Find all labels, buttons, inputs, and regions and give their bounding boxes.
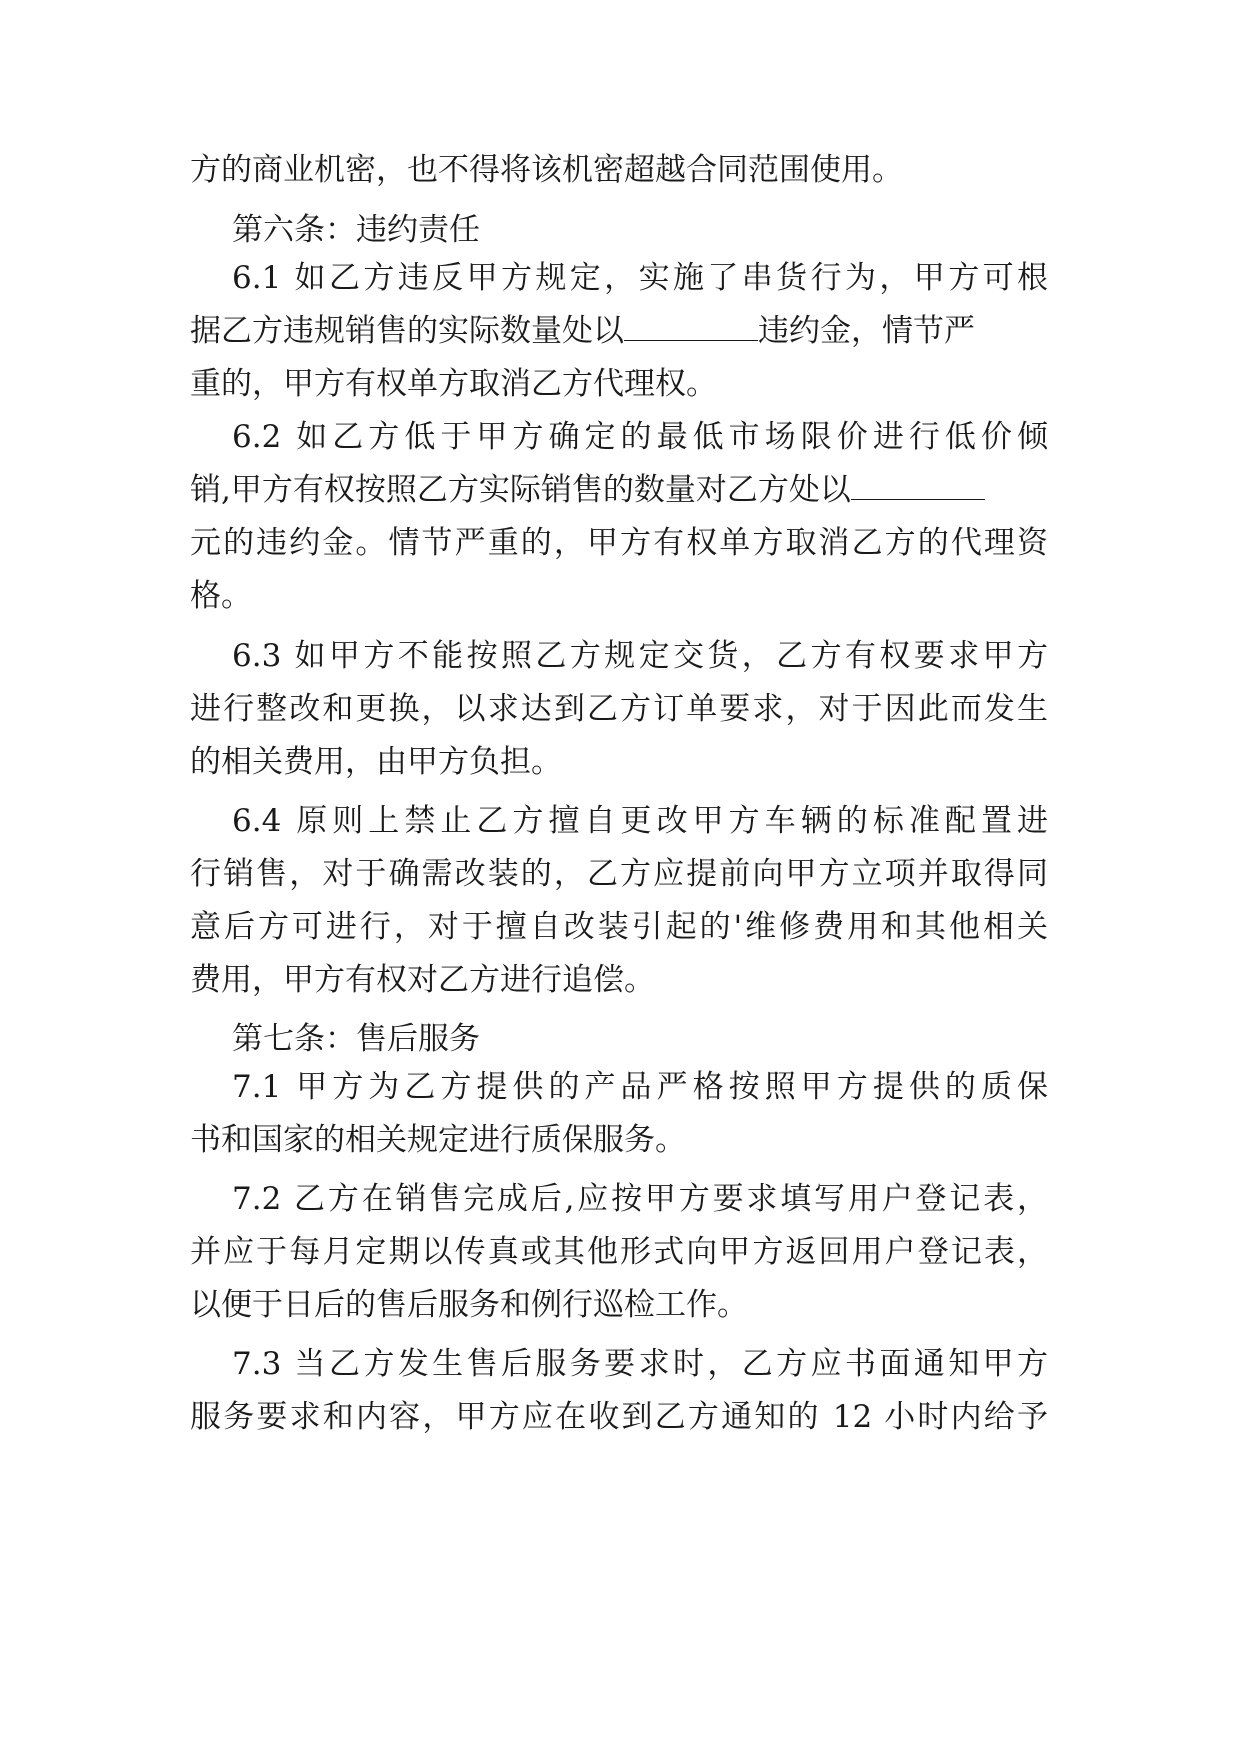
clause-6-2-line-2 (190, 470, 985, 510)
clause-6-4-line-3: 意后方可进行，对于擅自改装引起的'维修费用和其他相关 (190, 909, 1048, 945)
clause-6-2-line-3: 元的违约金。情节严重的，甲方有权单方取消乙方的代理资 (190, 525, 1048, 561)
clause-6-3-line-2: 进行整改和更换，以求达到乙方订单要求，对于因此而发生 (190, 691, 1048, 727)
clause-6-4-line-2: 行销售，对于确需改装的，乙方应提前向甲方立项并取得同 (190, 856, 1048, 892)
article-heading: 第七条：售后服务 (232, 1021, 480, 1057)
clause-6-2-line-1: 6.2 如乙方低于甲方确定的最低市场限价进行低价倾 (232, 419, 1048, 455)
clause-7-2-line-3: 以便于日后的售后服务和例行巡检工作。 (190, 1287, 748, 1323)
clause-6-1-line-3: 重的，甲方有权单方取消乙方代理权。 (190, 366, 717, 402)
clause-7-2-line-1: 7.2 乙方在销售完成后,应按甲方要求填写用户登记表， (232, 1181, 1048, 1217)
clause-6-4-line-4: 费用，甲方有权对乙方进行追偿。 (190, 962, 655, 998)
clause-6-4-line-1: 6.4 原则上禁止乙方擅自更改甲方车辆的标准配置进 (232, 803, 1048, 839)
fill-in-blank (624, 312, 758, 341)
clause-7-1-line-1: 7.1 甲方为乙方提供的产品严格按照甲方提供的质保 (232, 1069, 1048, 1105)
clause-7-1-line-2: 书和国家的相关规定进行质保服务。 (190, 1122, 686, 1158)
clause-6-2-line-4: 格。 (190, 578, 252, 614)
clause-6-3-line-1: 6.3 如甲方不能按照乙方规定交货，乙方有权要求甲方 (232, 638, 1048, 674)
article-heading: 第六条：违约责任 (232, 212, 480, 248)
clause-text: 违约金，情节严 (758, 313, 975, 349)
clause-6-1-line-2 (190, 311, 975, 351)
clause-text: 销,甲方有权按照乙方实际销售的数量对乙方处以 (190, 472, 851, 508)
fill-in-blank (851, 471, 985, 500)
clause-7-2-line-2: 并应于每月定期以传真或其他形式向甲方返回用户登记表， (190, 1234, 1048, 1270)
clause-6-1-line-1: 6.1 如乙方违反甲方规定，实施了串货行为，甲方可根 (232, 260, 1048, 296)
paragraph-line: 方的商业机密，也不得将该机密超越合同范围使用。 (190, 152, 903, 188)
clause-7-3-line-2: 服务要求和内容，甲方应在收到乙方通知的 12 小时内给予 (190, 1399, 1048, 1435)
clause-text: 据乙方违规销售的实际数量处以 (190, 313, 624, 349)
clause-6-3-line-3: 的相关费用，由甲方负担。 (190, 744, 562, 780)
clause-7-3-line-1: 7.3 当乙方发生售后服务要求时，乙方应书面通知甲方 (232, 1346, 1048, 1382)
